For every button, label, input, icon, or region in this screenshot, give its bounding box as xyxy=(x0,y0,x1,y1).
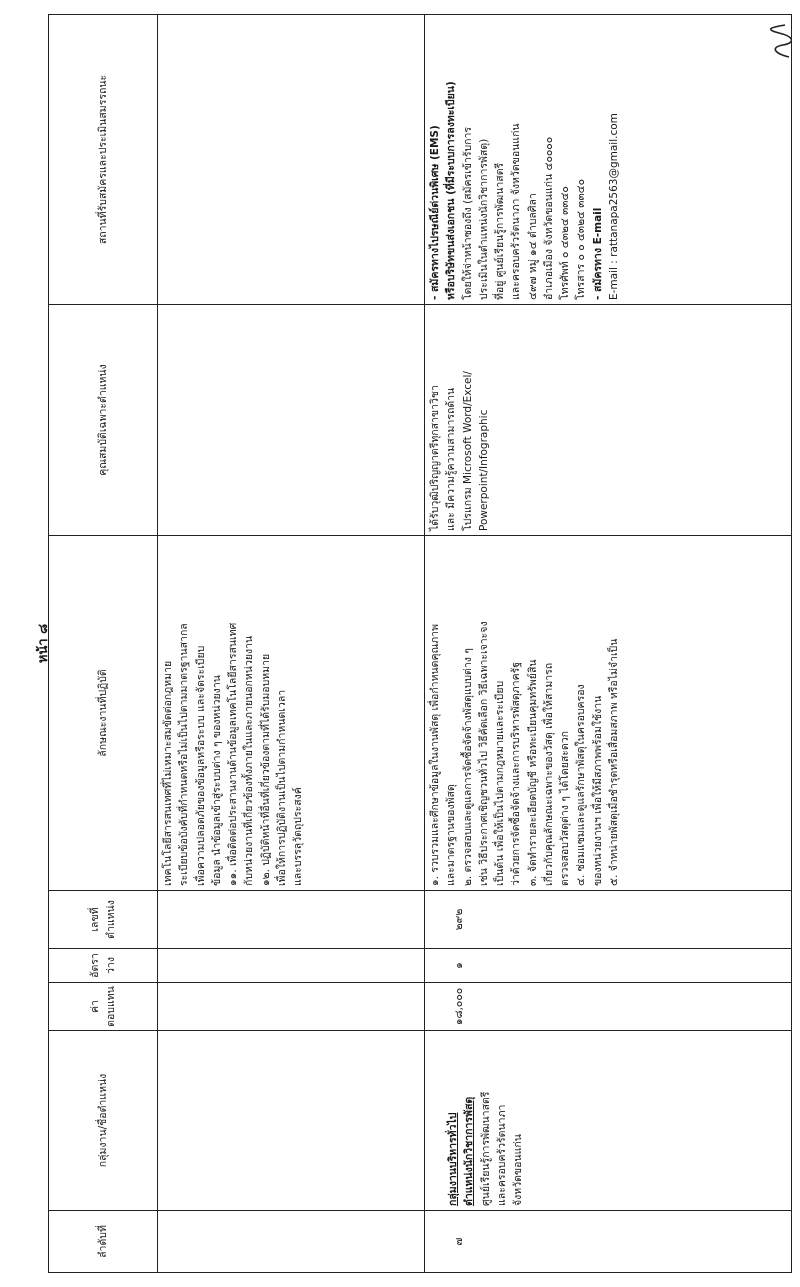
application-line: โทรศัพท์ ๐ ๔๓๒๔ ๓๓๔๐ xyxy=(559,186,572,300)
position-line: ตำแหน่งนักวิชาการพัสดุ xyxy=(463,1096,476,1206)
cell-compensation: ๑๘,๐๐๐ xyxy=(425,983,792,1031)
duty-line: และมาตรฐานของพัสดุ xyxy=(445,784,458,886)
duty-line: และบรรลุวัตถุประสงค์ xyxy=(292,787,305,886)
cell-duties xyxy=(425,536,792,891)
group-line: ศูนย์เรียนรู้การพัฒนาสตรี xyxy=(479,1091,492,1206)
header-order: ลำดับที่ xyxy=(49,1211,158,1273)
duty-line: ๑๑. เพื่อติดต่อประสานงานด้านข้อมูลเทคโนโลยีสารสนเทศ xyxy=(227,622,240,886)
application-line: หรือบริษัทขนส่งเอกชน (ที่มีระบบการลงทะเบียน) xyxy=(445,81,458,300)
application-line: โทรสาร ๐ ๐ ๔๓๒๔ ๓๓๔๐ xyxy=(575,178,588,300)
cell-qualifications-empty xyxy=(158,305,425,536)
application-line: ๔๙๗ หมู่ ๑๔ ตำบลศิลา xyxy=(526,193,539,300)
header-duties: ลักษณะงานที่ปฏิบัติ xyxy=(49,536,158,891)
cell-order: ๗ xyxy=(425,1211,792,1273)
table-header-row xyxy=(49,15,158,1273)
cell-order-empty xyxy=(158,1211,425,1273)
duty-line: เป็นต้น เพื่อให้เป็นไปตามกฎหมายและระเบียบ xyxy=(494,680,507,886)
cell-position-no-empty xyxy=(158,891,425,949)
application-line: และครอบครัวรัตนาภา จังหวัดขอนแก่น xyxy=(510,123,523,300)
duty-line: เกี่ยวกับคุณลักษณะเฉพาะของวัสดุ เพื่อให้สามารถ xyxy=(542,662,555,886)
qualification-line: ได้รับวุฒิปริญญาตรีทุกสาขาวิชา xyxy=(429,385,441,531)
table-row-continued xyxy=(158,15,425,1273)
duty-line: ระเบียบข้อบังคับที่กำหนดหรือไม่เป็นไปตามมาตรฐานสากล xyxy=(178,623,191,886)
duty-line: เช่น วิธีประกาศเชิญชวนทั่วไป วิธีคัดเลือก วิธีเฉพาะเจาะจง xyxy=(477,621,490,886)
cell-vacancy: ๑ xyxy=(425,949,792,983)
header-compensation: ค่าตอบแทน xyxy=(49,983,158,1031)
group-line: จังหวัดขอนแก่น xyxy=(512,1134,525,1206)
cell-compensation-empty xyxy=(158,983,425,1031)
application-line: ประเมินในตำแหน่งนักวิชาการพัสดุ) xyxy=(477,138,490,300)
duty-line: ๔. ซ่อมแซมและดูแลรักษาพัสดุในครอบครอง xyxy=(575,684,588,886)
cell-qualifications xyxy=(425,305,792,536)
duty-line: ว่าด้วยการจัดซื้อจัดจ้างและการบริหารพัสดุภาครัฐ xyxy=(510,661,523,886)
group-line: กลุ่มงานบริหารทั่วไป xyxy=(447,1112,459,1206)
group-line: และครอบครัวรัตนาภา xyxy=(495,1104,508,1206)
position-table xyxy=(48,14,792,1273)
duty-line: เทคโนโลยีสารสนเทศที่ไม่เหมาะสมขัดต่อกฎหมาย xyxy=(162,660,174,886)
application-line: ที่อยู่ ศูนย์เรียนรู้การพัฒนาสตรี xyxy=(494,162,507,300)
qualification-line: และ มีความรู้ความสามารถด้าน xyxy=(445,387,458,531)
application-line: - สมัครทางไปรษณีย์ด่วนพิเศษ (EMS) xyxy=(429,125,441,300)
application-line: - สมัครทาง E-mail xyxy=(591,207,604,300)
email-line: E-mail : rattanapa2563@gmail.com xyxy=(607,113,620,300)
header-group-position: กลุ่มงาน/ชื่อตำแหน่ง xyxy=(49,1031,158,1211)
cell-vacancy-empty xyxy=(158,949,425,983)
duty-line: ๓. จัดทำรายละเอียดบัญชี หรือทะเบียนคุมทรัพย์สิน xyxy=(526,659,539,886)
cell-application xyxy=(425,15,792,305)
cell-position-no: ๒๙๒ xyxy=(425,891,792,949)
page-number-title: หน้า ๘ xyxy=(36,623,51,664)
duty-line: เพื่อให้การปฏิบัติงานเป็นไปตามกำหนดเวลา xyxy=(275,689,288,886)
table-row-7 xyxy=(425,15,792,1273)
duty-line: ของหน่วยงานฯ เพื่อให้มีสภาพพร้อมใช้งาน xyxy=(591,695,604,886)
duty-line: ๑๒. ปฏิบัติหน้าที่อื่นที่เกี่ยวข้องตามที่ได้รับมอบหมาย xyxy=(259,653,272,886)
application-line: อำเภอเมือง จังหวัดขอนแก่น ๔๐๐๐๐ xyxy=(542,136,555,300)
header-application: สถานที่รับสมัครและประเมินสมรรถนะ xyxy=(49,15,158,305)
cell-group-position xyxy=(425,1031,792,1211)
duty-line: ๒. ตรวจสอบและดูแลการจัดซื้อจัดจ้างพัสดุแบบต่าง ๆ xyxy=(461,648,474,886)
header-qualifications: คุณสมบัติเฉพาะตำแหน่ง xyxy=(49,305,158,536)
cell-duties-continued xyxy=(158,536,425,891)
duty-line: ๑. รวบรวมและศึกษาข้อมูลในงานพัสดุ เพื่อกำหนดคุณภาพ xyxy=(429,623,441,886)
qualification-line: Powerpoint/Infographic xyxy=(477,409,490,531)
cell-group-empty xyxy=(158,1031,425,1211)
application-line: โดยให้จ่าหน้าซองถึง (สมัครเข้ารับการ xyxy=(461,126,474,300)
qualification-line: โปรแกรม Microsoft Word/Excel/ xyxy=(461,371,474,531)
handwritten-signature-mark xyxy=(767,21,792,61)
duty-line: เพื่อความปลอดภัยของข้อมูลหรือระบบ และจัดระเบียบ xyxy=(194,645,207,886)
header-position-no: เลขที่ตำแหน่ง xyxy=(49,891,158,949)
cell-application-empty xyxy=(158,15,425,305)
duty-line: ตรวจสอบวัสดุต่าง ๆ ได้โดยสะดวก xyxy=(559,731,572,886)
header-vacancy: อัตราว่าง xyxy=(49,949,158,983)
duty-line: ข้อมูล นำข้อมูลเข้าสู่ระบบต่าง ๆ ของหน่วยงาน xyxy=(210,675,223,886)
duty-line: ๕. จำหน่ายพัสดุเมื่อชำรุดหรือเสื่อมสภาพ หรือไม่จำเป็น xyxy=(607,638,620,886)
duty-line: กับหน่วยงานที่เกี่ยวข้องทั้งภายในและภายนอกหน่วยงาน xyxy=(243,635,256,886)
